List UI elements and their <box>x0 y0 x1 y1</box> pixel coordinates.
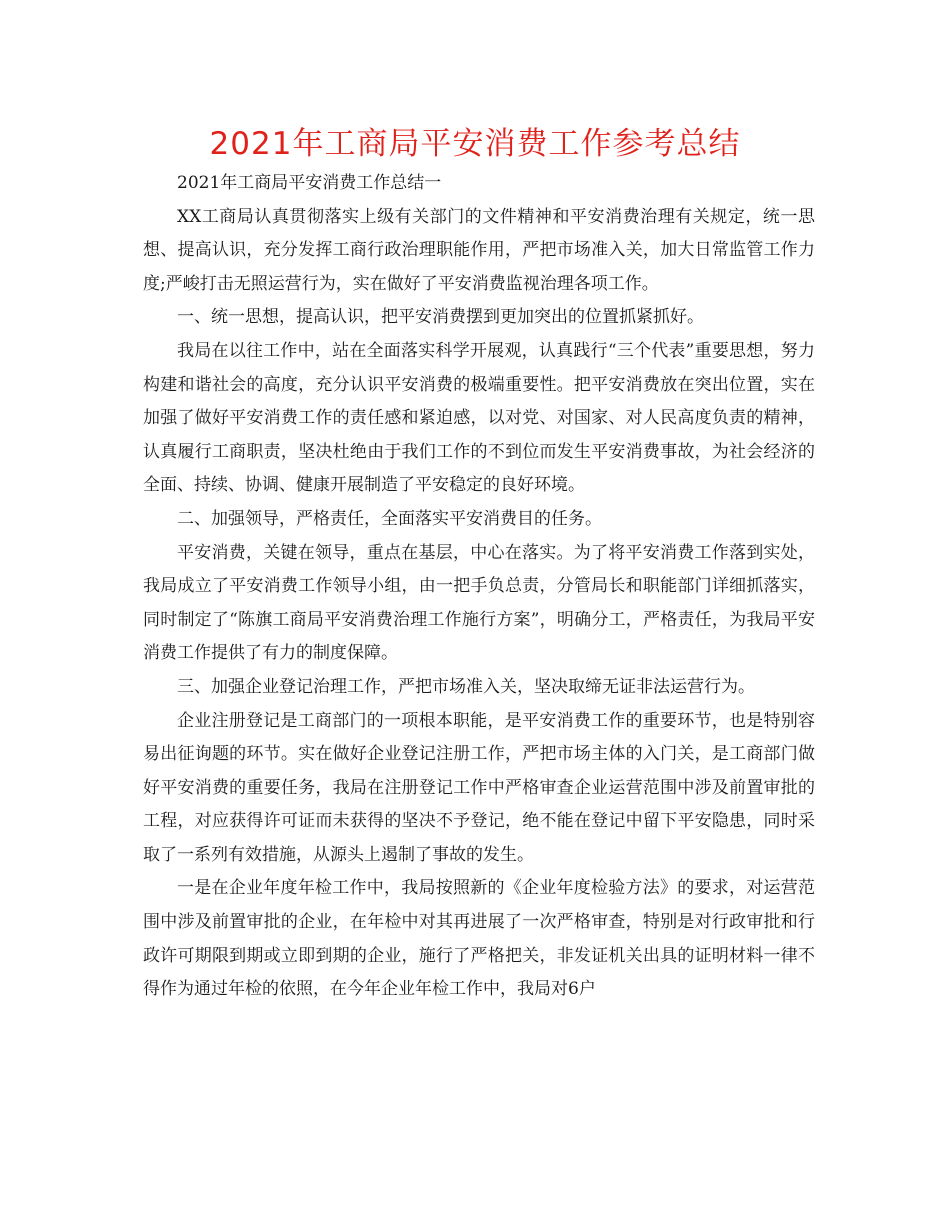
paragraph: 我局在以往工作中，站在全面落实科学开展观，认真践行“三个代表”重要思想，努力构建和谐社会的高度，充分认识平安消费的极端重要性。把平安消费放在突出位置，实在加强了做好平安消费工作的责任感和紧迫感，以对党、对国家、对人民高度负责的精神，认真履行工商职责，坚决杜绝由于我们工作的不到位而发生平安消费事故，为社会经济的全面、持续、协调、健康开展制造了平安稳定的良好环境。 <box>143 340 815 496</box>
paragraph: 三、加强企业登记治理工作，严把市场准入关，坚决取缔无证非法运营行为。 <box>177 676 755 697</box>
document-title: 2021年工商局平安消费工作参考总结 <box>209 126 741 162</box>
document-body <box>143 167 815 1007</box>
paragraph: XX工商局认真贯彻落实上级有关部门的文件精神和平安消费治理有关规定，统一思想、提高认识，充分发挥工商行政治理职能作用，严把市场准入关，加大日常监管工作力度;严峻打击无照运营行为，实在做好了平安消费监视治理各项工作。 <box>143 206 815 294</box>
paragraph: 2021年工商局平安消费工作总结一 <box>177 173 442 193</box>
paragraph: 二、加强领导，严格责任，全面落实平安消费目的任务。 <box>177 508 602 529</box>
paragraph: 一是在企业年度年检工作中，我局按照新的《企业年度检验方法》的要求，对运营范围中涉及前置审批的企业，在年检中对其再进展了一次严格审查，特别是对行政审批和行政许可期限到期或立即到期的企业，施行了严格把关，非发证机关出具的证明材料一律不得作为通过年检的依照，在今年企业年检工作中，我局对6户 <box>143 878 815 1000</box>
paragraph: 企业注册登记是工商部门的一项根本职能，是平安消费工作的重要环节，也是特别容易出征询题的环节。实在做好企业登记注册工作，严把市场主体的入门关，是工商部门做好平安消费的重要任务，我局在注册登记工作中严格审查企业运营范围中涉及前置审批的工程，对应获得许可证而未获得的坚决不予登记，绝不能在登记中留下平安隐患，同时采取了一系列有效措施，从源头上遏制了事故的发生。 <box>143 710 815 865</box>
paragraph: 平安消费，关键在领导，重点在基层，中心在落实。为了将平安消费工作落到实处，我局成立了平安消费工作领导小组，由一把手负总责，分管局长和职能部门详细抓落实，同时制定了“陈旗工商局平安消费治理工作施行方案”，明确分工，严格责任，为我局平安消费工作提供了有力的制度保障。 <box>143 542 815 664</box>
paragraph: 一、统一思想，提高认识，把平安消费摆到更加突出的位置抓紧抓好。 <box>177 307 704 328</box>
